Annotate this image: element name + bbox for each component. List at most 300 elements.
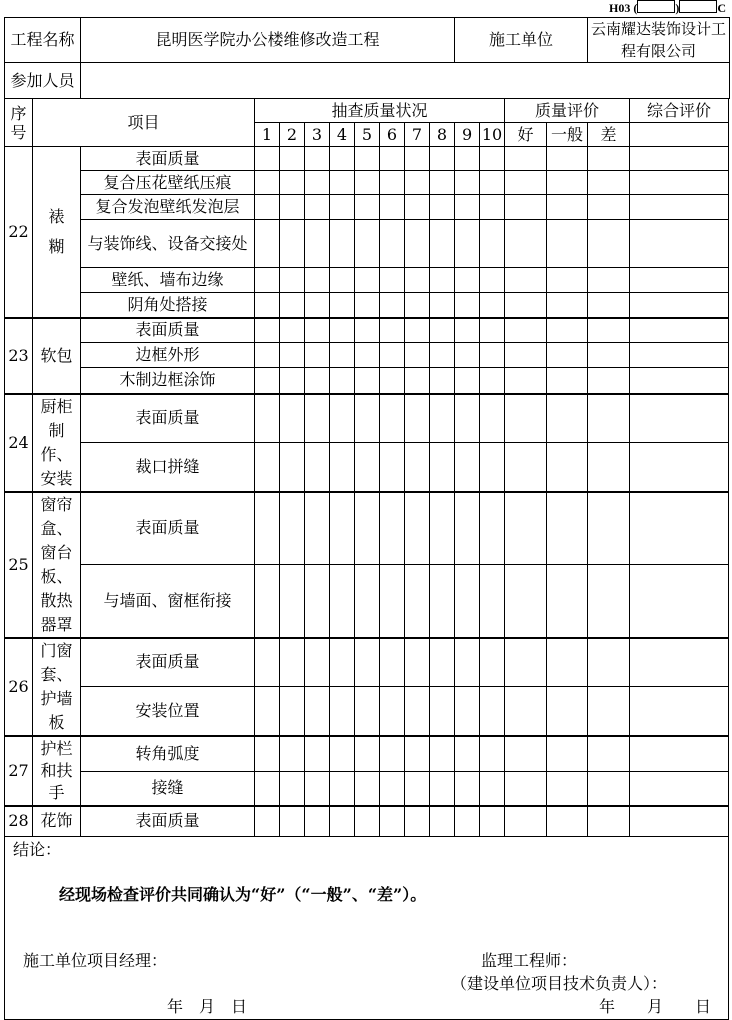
sample-cell[interactable]: [455, 171, 480, 195]
sample-cell[interactable]: [380, 687, 405, 736]
sample-cell[interactable]: [280, 394, 305, 443]
col-num: 2: [280, 123, 305, 147]
sample-cell[interactable]: [480, 293, 505, 318]
sample-cell[interactable]: [330, 220, 355, 268]
sample-cell[interactable]: [430, 565, 455, 638]
sample-cell[interactable]: [455, 443, 480, 492]
rating-cell[interactable]: [547, 638, 588, 687]
sample-cell[interactable]: [330, 565, 355, 638]
sample-cell[interactable]: [380, 343, 405, 368]
sample-cell[interactable]: [255, 806, 280, 837]
header-row-project: [5, 18, 730, 63]
sample-cell[interactable]: [405, 394, 430, 443]
col-normal: 一般: [547, 123, 588, 147]
overall-cell[interactable]: [630, 638, 729, 687]
sample-cell[interactable]: [280, 220, 305, 268]
inspection-row: [5, 806, 730, 837]
sample-cell[interactable]: [455, 806, 480, 837]
form-code-prefix: H03 (: [608, 1, 638, 15]
sample-cell[interactable]: [355, 268, 380, 293]
project-name-label: 工程名称: [5, 18, 81, 63]
sample-cell[interactable]: [455, 772, 480, 806]
rating-cell[interactable]: [505, 343, 547, 368]
group-name: 软包: [33, 318, 81, 394]
sample-cell[interactable]: [255, 293, 280, 318]
sample-cell[interactable]: [405, 736, 430, 772]
sample-cell[interactable]: [405, 268, 430, 293]
sample-cell[interactable]: [455, 687, 480, 736]
sample-cell[interactable]: [455, 638, 480, 687]
sample-cell[interactable]: [405, 492, 430, 565]
sample-cell[interactable]: [480, 268, 505, 293]
sample-cell[interactable]: [355, 318, 380, 343]
sample-cell[interactable]: [405, 565, 430, 638]
overall-cell[interactable]: [630, 772, 729, 806]
sample-cell[interactable]: [380, 368, 405, 394]
sample-cell[interactable]: [430, 220, 455, 268]
rating-cell[interactable]: [547, 147, 588, 171]
sample-cell[interactable]: [305, 736, 330, 772]
sample-cell[interactable]: [455, 565, 480, 638]
rating-cell[interactable]: [505, 565, 547, 638]
item-name: 裁口拼缝: [81, 443, 255, 492]
group-name: 花饰: [33, 806, 81, 837]
sample-cell[interactable]: [380, 293, 405, 318]
sample-cell[interactable]: [305, 195, 330, 220]
item-name: 安装位置: [81, 687, 255, 736]
rating-cell[interactable]: [505, 806, 547, 837]
sample-cell[interactable]: [355, 171, 380, 195]
sample-cell[interactable]: [430, 394, 455, 443]
sample-cell[interactable]: [330, 268, 355, 293]
rating-cell[interactable]: [547, 343, 588, 368]
rating-cell[interactable]: [588, 687, 630, 736]
sample-cell[interactable]: [330, 687, 355, 736]
inspection-row: [5, 736, 730, 772]
sample-cell[interactable]: [430, 293, 455, 318]
item-name: 复合发泡壁纸发泡层: [81, 195, 255, 220]
sample-cell[interactable]: [380, 220, 405, 268]
sample-cell[interactable]: [380, 736, 405, 772]
sample-cell[interactable]: [355, 492, 380, 565]
sample-cell[interactable]: [455, 268, 480, 293]
sample-cell[interactable]: [280, 195, 305, 220]
item-name: 表面质量: [81, 318, 255, 343]
rating-cell[interactable]: [505, 772, 547, 806]
sample-cell[interactable]: [480, 638, 505, 687]
group-name: 护栏和扶手: [33, 736, 81, 806]
sample-cell[interactable]: [330, 293, 355, 318]
sample-cell[interactable]: [280, 147, 305, 171]
sample-cell[interactable]: [480, 171, 505, 195]
rating-cell[interactable]: [547, 220, 588, 268]
rating-cell[interactable]: [547, 492, 588, 565]
sample-cell[interactable]: [255, 368, 280, 394]
sample-cell[interactable]: [455, 492, 480, 565]
item-name: 边框外形: [81, 343, 255, 368]
sample-cell[interactable]: [380, 772, 405, 806]
inspection-rows: [5, 147, 730, 837]
rating-cell[interactable]: [588, 343, 630, 368]
sample-cell[interactable]: [355, 736, 380, 772]
inspection-row: [5, 638, 730, 687]
rating-cell[interactable]: [588, 293, 630, 318]
item-name: 表面质量: [81, 394, 255, 443]
rating-cell[interactable]: [505, 318, 547, 343]
overall-cell[interactable]: [630, 318, 729, 343]
sample-cell[interactable]: [330, 171, 355, 195]
sample-cell[interactable]: [405, 318, 430, 343]
sample-cell[interactable]: [280, 736, 305, 772]
sample-cell[interactable]: [405, 687, 430, 736]
overall-cell[interactable]: [630, 687, 729, 736]
rating-cell[interactable]: [505, 394, 547, 443]
sample-cell[interactable]: [455, 195, 480, 220]
sample-cell[interactable]: [305, 343, 330, 368]
sample-cell[interactable]: [255, 736, 280, 772]
sample-cell[interactable]: [255, 220, 280, 268]
sample-cell[interactable]: [430, 687, 455, 736]
sample-cell[interactable]: [330, 492, 355, 565]
overall-cell[interactable]: [630, 394, 729, 443]
sample-cell[interactable]: [255, 195, 280, 220]
sample-cell[interactable]: [355, 394, 380, 443]
rating-cell[interactable]: [588, 806, 630, 837]
sample-cell[interactable]: [430, 443, 455, 492]
sample-cell[interactable]: [330, 638, 355, 687]
inspection-row: [5, 772, 730, 806]
rating-cell[interactable]: [505, 147, 547, 171]
sample-cell[interactable]: [255, 772, 280, 806]
sample-cell[interactable]: [455, 220, 480, 268]
rating-cell[interactable]: [588, 220, 630, 268]
sample-cell[interactable]: [430, 772, 455, 806]
sample-cell[interactable]: [480, 492, 505, 565]
sample-cell[interactable]: [255, 343, 280, 368]
sample-cell[interactable]: [405, 772, 430, 806]
overall-cell[interactable]: [630, 343, 729, 368]
overall-cell[interactable]: [630, 268, 729, 293]
sample-cell[interactable]: [305, 443, 330, 492]
sample-cell[interactable]: [305, 565, 330, 638]
overall-cell[interactable]: [630, 806, 729, 837]
item-name: 与装饰线、设备交接处: [81, 220, 255, 268]
sample-cell[interactable]: [405, 343, 430, 368]
sample-cell[interactable]: [430, 268, 455, 293]
sample-cell[interactable]: [280, 687, 305, 736]
sample-cell[interactable]: [455, 394, 480, 443]
col-num: 6: [380, 123, 405, 147]
sample-cell[interactable]: [305, 687, 330, 736]
sample-cell[interactable]: [430, 147, 455, 171]
rating-cell[interactable]: [588, 638, 630, 687]
group-number: 28: [5, 806, 33, 837]
sample-cell[interactable]: [255, 565, 280, 638]
sample-cell[interactable]: [355, 195, 380, 220]
sample-cell[interactable]: [305, 220, 330, 268]
overall-cell[interactable]: [630, 171, 729, 195]
sample-cell[interactable]: [280, 343, 305, 368]
sample-cell[interactable]: [280, 443, 305, 492]
sample-cell[interactable]: [355, 638, 380, 687]
item-name: 壁纸、墙布边缘: [81, 268, 255, 293]
rating-cell[interactable]: [588, 147, 630, 171]
sample-cell[interactable]: [405, 638, 430, 687]
sample-cell[interactable]: [430, 806, 455, 837]
sample-cell[interactable]: [305, 638, 330, 687]
sample-cell[interactable]: [405, 293, 430, 318]
sample-cell[interactable]: [405, 806, 430, 837]
sample-cell[interactable]: [430, 171, 455, 195]
sample-cell[interactable]: [480, 687, 505, 736]
overall-cell[interactable]: [630, 565, 729, 638]
rating-cell[interactable]: [505, 171, 547, 195]
sample-cell[interactable]: [330, 736, 355, 772]
sample-cell[interactable]: [255, 318, 280, 343]
sample-cell[interactable]: [455, 293, 480, 318]
sample-cell[interactable]: [305, 492, 330, 565]
sample-cell[interactable]: [455, 736, 480, 772]
sample-cell[interactable]: [355, 343, 380, 368]
sample-cell[interactable]: [430, 492, 455, 565]
manager-signature-label: 施工单位项目经理：: [23, 951, 168, 970]
rating-cell[interactable]: [505, 195, 547, 220]
sample-cell[interactable]: [255, 171, 280, 195]
sample-cell[interactable]: [480, 806, 505, 837]
participants-value: [81, 63, 730, 99]
rating-cell[interactable]: [547, 318, 588, 343]
sample-cell[interactable]: [480, 220, 505, 268]
rating-cell[interactable]: [547, 806, 588, 837]
sample-cell[interactable]: [380, 171, 405, 195]
sample-cell[interactable]: [355, 368, 380, 394]
rating-cell[interactable]: [547, 443, 588, 492]
sample-cell[interactable]: [480, 772, 505, 806]
sample-cell[interactable]: [330, 368, 355, 394]
rating-cell[interactable]: [505, 293, 547, 318]
sample-cell[interactable]: [380, 195, 405, 220]
sample-cell[interactable]: [255, 394, 280, 443]
sample-cell[interactable]: [280, 318, 305, 343]
sample-cell[interactable]: [280, 171, 305, 195]
rating-cell[interactable]: [547, 268, 588, 293]
sample-cell[interactable]: [480, 443, 505, 492]
sample-cell[interactable]: [255, 492, 280, 565]
col-overall-blank: [630, 123, 729, 147]
rating-cell[interactable]: [505, 220, 547, 268]
sample-cell[interactable]: [355, 443, 380, 492]
sample-cell[interactable]: [380, 268, 405, 293]
sample-cell[interactable]: [405, 195, 430, 220]
sample-cell[interactable]: [280, 806, 305, 837]
sample-cell[interactable]: [255, 268, 280, 293]
sample-cell[interactable]: [355, 687, 380, 736]
sample-cell[interactable]: [305, 368, 330, 394]
overall-cell[interactable]: [630, 195, 729, 220]
rating-cell[interactable]: [505, 268, 547, 293]
overall-cell[interactable]: [630, 368, 729, 394]
group-number: 26: [5, 638, 33, 736]
rating-cell[interactable]: [588, 195, 630, 220]
sample-cell[interactable]: [305, 772, 330, 806]
rating-cell[interactable]: [547, 394, 588, 443]
sample-cell[interactable]: [305, 806, 330, 837]
sample-cell[interactable]: [455, 147, 480, 171]
col-num: 4: [330, 123, 355, 147]
sample-cell[interactable]: [480, 195, 505, 220]
rating-cell[interactable]: [588, 318, 630, 343]
rating-cell[interactable]: [547, 565, 588, 638]
item-name: 木制边框涂饰: [81, 368, 255, 394]
rating-cell[interactable]: [505, 687, 547, 736]
sample-cell[interactable]: [305, 147, 330, 171]
sample-cell[interactable]: [455, 343, 480, 368]
rating-cell[interactable]: [547, 171, 588, 195]
sample-cell[interactable]: [330, 318, 355, 343]
rating-cell[interactable]: [588, 394, 630, 443]
sample-cell[interactable]: [255, 147, 280, 171]
rating-cell[interactable]: [588, 268, 630, 293]
sample-cell[interactable]: [305, 394, 330, 443]
supervisor-signature-label: 监理工程师：: [481, 951, 578, 970]
sample-cell[interactable]: [355, 147, 380, 171]
sample-cell[interactable]: [480, 147, 505, 171]
sample-cell[interactable]: [405, 443, 430, 492]
sample-cell[interactable]: [430, 368, 455, 394]
sample-cell[interactable]: [255, 443, 280, 492]
sample-cell[interactable]: [480, 318, 505, 343]
sample-cell[interactable]: [430, 343, 455, 368]
sample-cell[interactable]: [355, 220, 380, 268]
conclusion-row: [5, 837, 730, 1020]
sample-cell[interactable]: [480, 394, 505, 443]
overall-cell[interactable]: [630, 443, 729, 492]
inspection-row: [5, 318, 730, 343]
group-name: 窗帘盒、窗台板、散热器罩: [33, 492, 81, 638]
sample-cell[interactable]: [430, 736, 455, 772]
overall-cell[interactable]: [630, 293, 729, 318]
sample-cell[interactable]: [255, 638, 280, 687]
sample-cell[interactable]: [305, 268, 330, 293]
sample-cell[interactable]: [405, 220, 430, 268]
col-num: 1: [255, 123, 280, 147]
sample-cell[interactable]: [430, 318, 455, 343]
sample-cell[interactable]: [330, 147, 355, 171]
sample-cell[interactable]: [330, 772, 355, 806]
rating-cell[interactable]: [588, 171, 630, 195]
sample-cell[interactable]: [280, 492, 305, 565]
sample-cell[interactable]: [305, 318, 330, 343]
contractor-value: 云南耀达装饰设计工程有限公司: [588, 18, 730, 63]
inspection-row: [5, 443, 730, 492]
sample-cell[interactable]: [330, 394, 355, 443]
item-name: 表面质量: [81, 638, 255, 687]
sample-cell[interactable]: [380, 443, 405, 492]
sample-cell[interactable]: [280, 268, 305, 293]
rating-cell[interactable]: [588, 443, 630, 492]
sample-cell[interactable]: [430, 638, 455, 687]
overall-cell[interactable]: [630, 736, 729, 772]
sample-cell[interactable]: [380, 318, 405, 343]
rating-cell[interactable]: [505, 443, 547, 492]
sample-cell[interactable]: [355, 565, 380, 638]
sample-cell[interactable]: [330, 195, 355, 220]
sample-cell[interactable]: [330, 806, 355, 837]
code-box-1: [637, 0, 675, 13]
sample-cell[interactable]: [330, 443, 355, 492]
sample-cell[interactable]: [280, 293, 305, 318]
sample-cell[interactable]: [405, 368, 430, 394]
rating-cell[interactable]: [588, 772, 630, 806]
sample-cell[interactable]: [255, 687, 280, 736]
sample-cell[interactable]: [480, 736, 505, 772]
overall-cell[interactable]: [630, 147, 729, 171]
sample-cell[interactable]: [280, 565, 305, 638]
sample-cell[interactable]: [380, 147, 405, 171]
col-sampling: 抽查质量状况: [255, 99, 505, 123]
rating-cell[interactable]: [588, 368, 630, 394]
rating-cell[interactable]: [547, 772, 588, 806]
sample-cell[interactable]: [480, 368, 505, 394]
rating-cell[interactable]: [505, 368, 547, 394]
form-code-suffix: C: [717, 1, 726, 15]
group-name: 厨柜制作、安装: [33, 394, 81, 492]
sample-cell[interactable]: [355, 772, 380, 806]
rating-cell[interactable]: [505, 492, 547, 565]
rating-cell[interactable]: [547, 293, 588, 318]
rating-cell[interactable]: [547, 687, 588, 736]
overall-cell[interactable]: [630, 220, 729, 268]
inspection-row: [5, 687, 730, 736]
rating-cell[interactable]: [505, 736, 547, 772]
sample-cell[interactable]: [455, 368, 480, 394]
inspection-row: [5, 195, 730, 220]
sample-cell[interactable]: [480, 565, 505, 638]
rating-cell[interactable]: [547, 368, 588, 394]
col-item: 项目: [33, 99, 255, 147]
sample-cell[interactable]: [405, 171, 430, 195]
sample-cell[interactable]: [380, 492, 405, 565]
form-code: [609, 0, 726, 15]
sample-cell[interactable]: [280, 368, 305, 394]
sample-cell[interactable]: [380, 806, 405, 837]
participants-label: 参加人员: [5, 63, 81, 99]
rating-cell[interactable]: [588, 565, 630, 638]
sample-cell[interactable]: [430, 195, 455, 220]
sample-cell[interactable]: [380, 638, 405, 687]
sample-cell[interactable]: [405, 147, 430, 171]
sample-cell[interactable]: [330, 343, 355, 368]
col-num: 8: [430, 123, 455, 147]
sample-cell[interactable]: [355, 293, 380, 318]
sample-cell[interactable]: [480, 343, 505, 368]
rating-cell[interactable]: [505, 638, 547, 687]
sample-cell[interactable]: [455, 318, 480, 343]
sample-cell[interactable]: [380, 565, 405, 638]
rating-cell[interactable]: [588, 492, 630, 565]
sample-cell[interactable]: [380, 394, 405, 443]
sample-cell[interactable]: [280, 772, 305, 806]
rating-cell[interactable]: [547, 736, 588, 772]
rating-cell[interactable]: [588, 736, 630, 772]
item-name: 表面质量: [81, 492, 255, 565]
overall-cell[interactable]: [630, 492, 729, 565]
sample-cell[interactable]: [355, 806, 380, 837]
sample-cell[interactable]: [305, 171, 330, 195]
sample-cell[interactable]: [280, 638, 305, 687]
sample-cell[interactable]: [305, 293, 330, 318]
rating-cell[interactable]: [547, 195, 588, 220]
